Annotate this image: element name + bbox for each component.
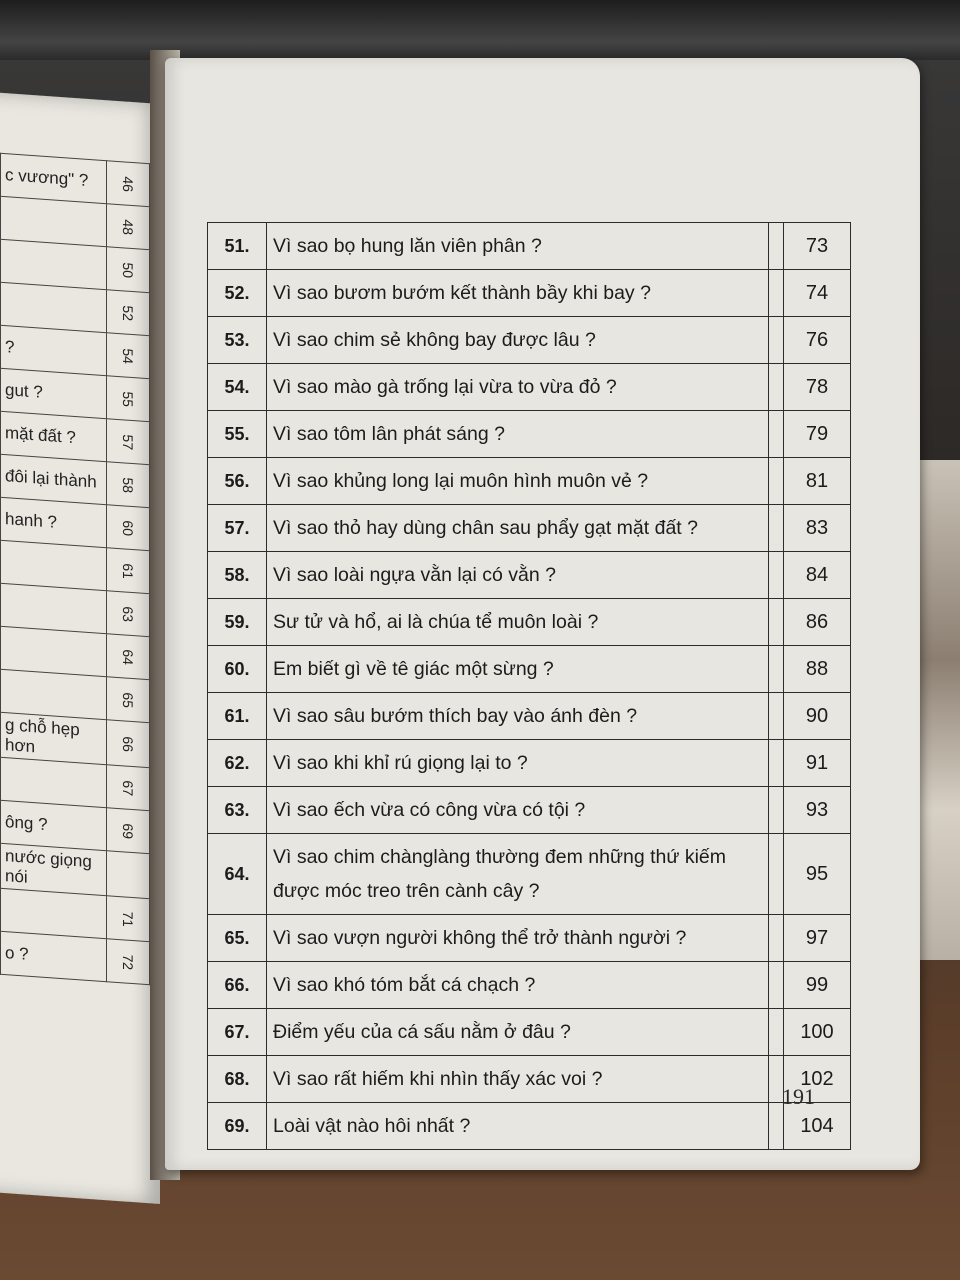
entry-spacer xyxy=(769,915,784,962)
left-entry-title xyxy=(1,757,107,807)
entry-title: Vì sao bọ hung lăn viên phân ? xyxy=(267,223,769,270)
entry-page: 99 xyxy=(784,962,851,1009)
entry-title: Vì sao khủng long lại muôn hình muôn vẻ ? xyxy=(267,458,769,505)
left-entry-title: mặt đất ? xyxy=(1,411,107,461)
entry-title: Vì sao chim sẻ không bay được lâu ? xyxy=(267,317,769,364)
entry-spacer xyxy=(769,1009,784,1056)
entry-number: 55. xyxy=(208,411,267,458)
entry-title: Vì sao chim chànglàng thường đem những thứ kiếm được móc treo trên cành cây ? xyxy=(267,834,769,915)
entry-page: 73 xyxy=(784,223,851,270)
entry-page: 78 xyxy=(784,364,851,411)
table-of-contents xyxy=(207,222,851,1150)
entry-number: 69. xyxy=(208,1103,267,1150)
entry-title: Em biết gì về tê giác một sừng ? xyxy=(267,646,769,693)
table-row xyxy=(208,962,851,1009)
entry-spacer xyxy=(769,693,784,740)
left-entry-page: 48 xyxy=(107,204,150,250)
left-entry-page: 66 xyxy=(106,721,151,767)
left-entry-page: 46 xyxy=(107,161,150,207)
entry-spacer xyxy=(769,270,784,317)
entry-title: Điểm yếu của cá sấu nằm ở đâu ? xyxy=(267,1009,769,1056)
entry-spacer xyxy=(769,458,784,505)
table-row xyxy=(208,834,851,915)
left-entry-title xyxy=(1,282,107,332)
entry-title: Vì sao sâu bướm thích bay vào ánh đèn ? xyxy=(267,693,769,740)
entry-number: 59. xyxy=(208,599,267,646)
entry-number: 53. xyxy=(208,317,267,364)
entry-page: 79 xyxy=(784,411,851,458)
entry-page: 90 xyxy=(784,693,851,740)
left-entry-title: ? xyxy=(1,325,107,375)
table-row xyxy=(208,693,851,740)
table-row xyxy=(208,458,851,505)
left-entry-title xyxy=(1,669,107,719)
background-shelf xyxy=(0,0,960,60)
entry-title: Vì sao loài ngựa vằn lại có vằn ? xyxy=(267,552,769,599)
left-entry-page: 52 xyxy=(107,290,150,336)
left-entry-page: 58 xyxy=(107,462,150,508)
table-row xyxy=(208,364,851,411)
entry-number: 65. xyxy=(208,915,267,962)
entry-spacer xyxy=(769,552,784,599)
entry-spacer xyxy=(769,740,784,787)
entry-number: 61. xyxy=(208,693,267,740)
entry-number: 60. xyxy=(208,646,267,693)
table-row xyxy=(208,552,851,599)
entry-number: 57. xyxy=(208,505,267,552)
table-row xyxy=(208,1103,851,1150)
entry-number: 64. xyxy=(208,834,267,915)
entry-spacer xyxy=(769,364,784,411)
entry-title: Vì sao tôm lân phát sáng ? xyxy=(267,411,769,458)
entry-spacer xyxy=(769,411,784,458)
page-number: 191 xyxy=(782,1084,815,1109)
left-entry-title: hanh ? xyxy=(1,497,107,547)
table-row xyxy=(208,505,851,552)
entry-page: 76 xyxy=(784,317,851,364)
left-entry-page: 64 xyxy=(107,634,150,680)
entry-number: 56. xyxy=(208,458,267,505)
table-row xyxy=(208,740,851,787)
left-entry-title: ông ? xyxy=(1,800,107,850)
entry-spacer xyxy=(769,646,784,693)
left-entry-title: g chỗ hẹp hơn xyxy=(1,712,107,764)
left-entry-title xyxy=(1,540,107,590)
left-entry-title xyxy=(1,626,107,676)
entry-page: 102 xyxy=(784,1056,851,1103)
entry-title: Sư tử và hổ, ai là chúa tể muôn loài ? xyxy=(267,599,769,646)
entry-spacer xyxy=(769,787,784,834)
entry-page: 93 xyxy=(784,787,851,834)
left-entry-title xyxy=(1,239,107,289)
entry-spacer xyxy=(769,834,784,915)
left-entry-title: nước giọng nói xyxy=(1,843,107,895)
left-entry-page: 63 xyxy=(107,591,150,637)
entry-title: Vì sao rất hiếm khi nhìn thấy xác voi ? xyxy=(267,1056,769,1103)
entry-page: 91 xyxy=(784,740,851,787)
entry-title: Vì sao vượn người không thể trở thành người ? xyxy=(267,915,769,962)
left-entry-page: 69 xyxy=(107,808,150,854)
table-row xyxy=(208,411,851,458)
entry-title: Vì sao ếch vừa có công vừa có tội ? xyxy=(267,787,769,834)
entry-page: 95 xyxy=(784,834,851,915)
left-entry-page: 65 xyxy=(107,677,150,723)
entry-page: 104 xyxy=(784,1103,851,1150)
table-row xyxy=(208,787,851,834)
left-entry-page: 71 xyxy=(107,896,150,942)
entry-number: 58. xyxy=(208,552,267,599)
entry-number: 67. xyxy=(208,1009,267,1056)
table-row xyxy=(208,317,851,364)
entry-title: Vì sao mào gà trống lại vừa to vừa đỏ ? xyxy=(267,364,769,411)
left-entry-title xyxy=(1,888,107,938)
entry-spacer xyxy=(769,317,784,364)
entry-title: Vì sao khó tóm bắt cá chạch ? xyxy=(267,962,769,1009)
entry-page: 88 xyxy=(784,646,851,693)
left-entry-page: 55 xyxy=(107,376,150,422)
entry-title: Vì sao thỏ hay dùng chân sau phẩy gạt mặt đất ? xyxy=(267,505,769,552)
left-entry-page: 60 xyxy=(107,505,150,551)
entry-number: 52. xyxy=(208,270,267,317)
table-row xyxy=(208,599,851,646)
left-entry-page: 57 xyxy=(107,419,150,465)
entry-spacer xyxy=(769,599,784,646)
table-row xyxy=(208,270,851,317)
left-page-table xyxy=(0,153,150,985)
table-row xyxy=(208,915,851,962)
entry-page: 74 xyxy=(784,270,851,317)
left-entry-page: 72 xyxy=(107,939,150,985)
left-entry-title: gut ? xyxy=(1,368,107,418)
left-entry-page: 54 xyxy=(107,333,150,379)
entry-number: 68. xyxy=(208,1056,267,1103)
entry-page: 83 xyxy=(784,505,851,552)
entry-number: 63. xyxy=(208,787,267,834)
entry-page: 86 xyxy=(784,599,851,646)
table-row xyxy=(208,223,851,270)
entry-number: 66. xyxy=(208,962,267,1009)
left-entry-page xyxy=(106,852,151,898)
left-entry-title: c vương" ? xyxy=(1,153,107,203)
table-row xyxy=(208,1009,851,1056)
entry-spacer xyxy=(769,223,784,270)
left-entry-page: 61 xyxy=(107,548,150,594)
left-entry-title xyxy=(1,196,107,246)
entry-number: 54. xyxy=(208,364,267,411)
left-entry-title xyxy=(1,583,107,633)
entry-number: 51. xyxy=(208,223,267,270)
entry-page: 84 xyxy=(784,552,851,599)
entry-page: 81 xyxy=(784,458,851,505)
left-page xyxy=(0,90,160,1204)
left-entry-page: 50 xyxy=(107,247,150,293)
left-entry-title: o ? xyxy=(1,931,107,981)
entry-title: Vì sao bươm bướm kết thành bầy khi bay ? xyxy=(267,270,769,317)
entry-title: Loài vật nào hôi nhất ? xyxy=(267,1103,769,1150)
table-row xyxy=(208,1056,851,1103)
entry-spacer xyxy=(769,505,784,552)
entry-page: 97 xyxy=(784,915,851,962)
left-entry-title: đôi lại thành xyxy=(1,454,107,504)
table-row xyxy=(208,646,851,693)
entry-page: 100 xyxy=(784,1009,851,1056)
entry-number: 62. xyxy=(208,740,267,787)
left-entry-page: 67 xyxy=(107,765,150,811)
entry-title: Vì sao khi khỉ rú giọng lại to ? xyxy=(267,740,769,787)
entry-spacer xyxy=(769,962,784,1009)
